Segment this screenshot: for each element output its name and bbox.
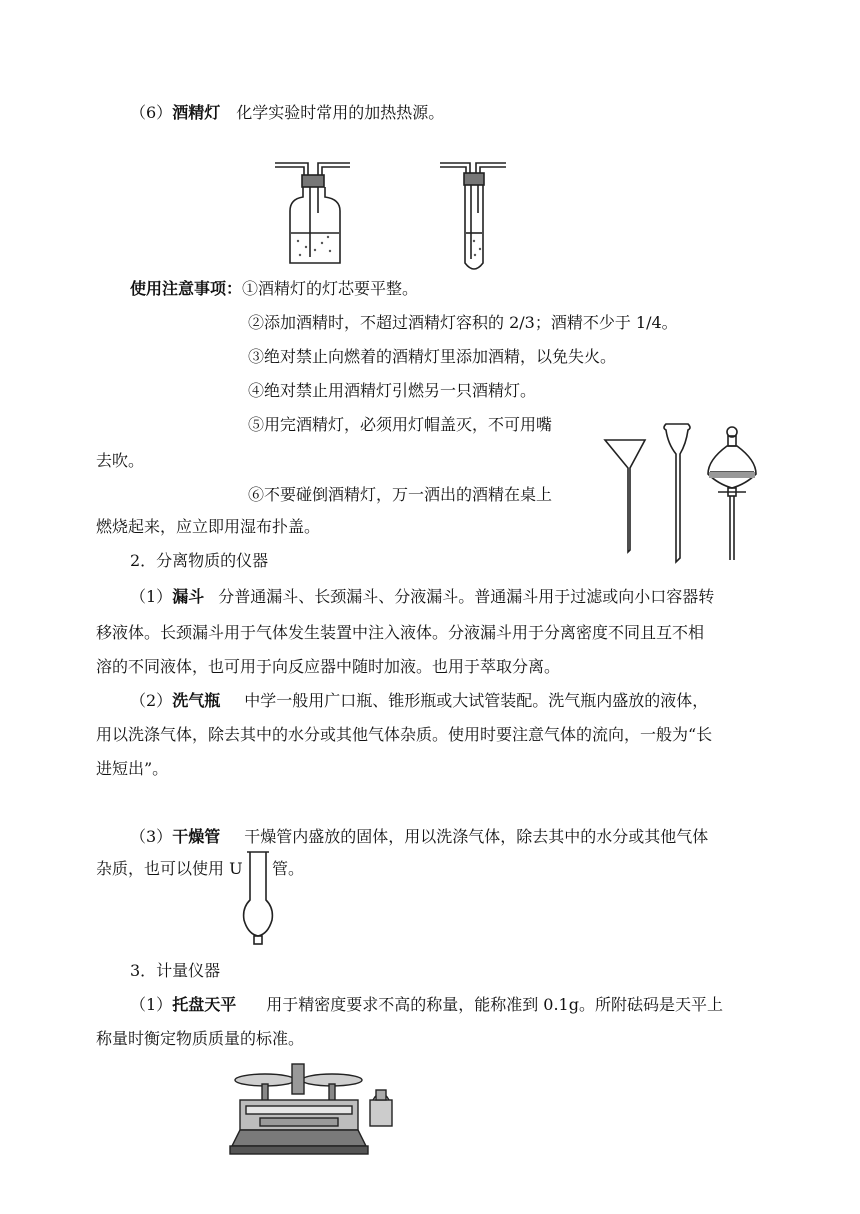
notes-first-line [130,278,418,300]
note-item: 燃烧起来，应立即用湿布扑盖。 [96,517,321,536]
notes-label: 使用注意事项： [130,279,243,298]
balance-text: 称量时衡定物质质量的标准。 [96,1029,305,1048]
note-item: ②添加酒精时，不超过酒精灯容积的 2/3；酒精不少于 1/4。 [248,313,678,332]
balance-text: 用于精密度要求不高的称量，能称准到 0.1g。所附砝码是天平上 [266,995,723,1014]
dryer-text: 干燥管内盛放的固体，用以洗涤气体，除去其中的水分或其他气体 [244,827,709,846]
funnel-line-1 [130,586,714,608]
washer-title: 洗气瓶 [172,691,221,710]
note-item: 去吹。 [96,451,145,470]
note-item: ⑤用完酒精灯，必须用灯帽盖灭，不可用嘴 [248,415,553,434]
funnel-text: 移液体。长颈漏斗用于气体发生装置中注入液体。分液漏斗用于分离密度不同且互不相 [96,623,705,642]
washer-text: 用以洗涤气体，除去其中的水分或其他气体杂质。使用时要注意气体的流向，一般为“长 [96,725,713,744]
note-item: ⑥不要碰倒酒精灯，万一洒出的酒精在桌上 [248,485,553,504]
balance-line-1 [130,994,723,1016]
section-2-heading: 2．分离物质的仪器 [130,551,269,570]
section-desc: 化学实验时常用的加热热源。 [236,103,445,122]
section-title: 酒精灯 [172,103,221,122]
washer-text: 进短出”。 [96,759,169,778]
note-item: ③绝对禁止向燃着的酒精灯里添加酒精，以免失火。 [248,347,617,366]
section-number: （1） [130,995,173,1014]
section-number: （6） [130,103,173,122]
note-item: ①酒精灯的灯芯要平整。 [242,279,419,298]
washer-text: 中学一般用广口瓶、锥形瓶或大试管装配。洗气瓶内盛放的液体， [244,691,709,710]
balance-figure [230,1060,420,1156]
section-6-heading [130,102,444,124]
section-number: （3） [130,827,173,846]
funnels-figure [600,420,780,570]
funnel-text: 分普通漏斗、长颈漏斗、分液漏斗。普通漏斗用于过滤或向小口容器转 [218,587,715,606]
washer-line-1 [130,690,708,712]
balance-title: 托盘天平 [172,995,237,1014]
test-tube-washer-figure [438,155,508,275]
funnel-title: 漏斗 [172,587,205,606]
section-number: （2） [130,691,173,710]
dryer-line-1 [130,826,708,848]
dryer-title: 干燥管 [172,827,221,846]
dryer-text: 杂质，也可以使用 U [96,859,243,878]
note-item: ④绝对禁止用酒精灯引燃另一只酒精灯。 [248,381,537,400]
section-3-heading: 3．计量仪器 [130,961,221,980]
funnel-text: 溶的不同液体，也可用于向反应器中随时加液。也用于萃取分离。 [96,657,561,676]
dryer-text: 管。 [272,859,305,878]
section-number: （1） [130,587,173,606]
gas-washing-bottle-figure [270,155,360,270]
drying-tube-figure [242,850,282,950]
